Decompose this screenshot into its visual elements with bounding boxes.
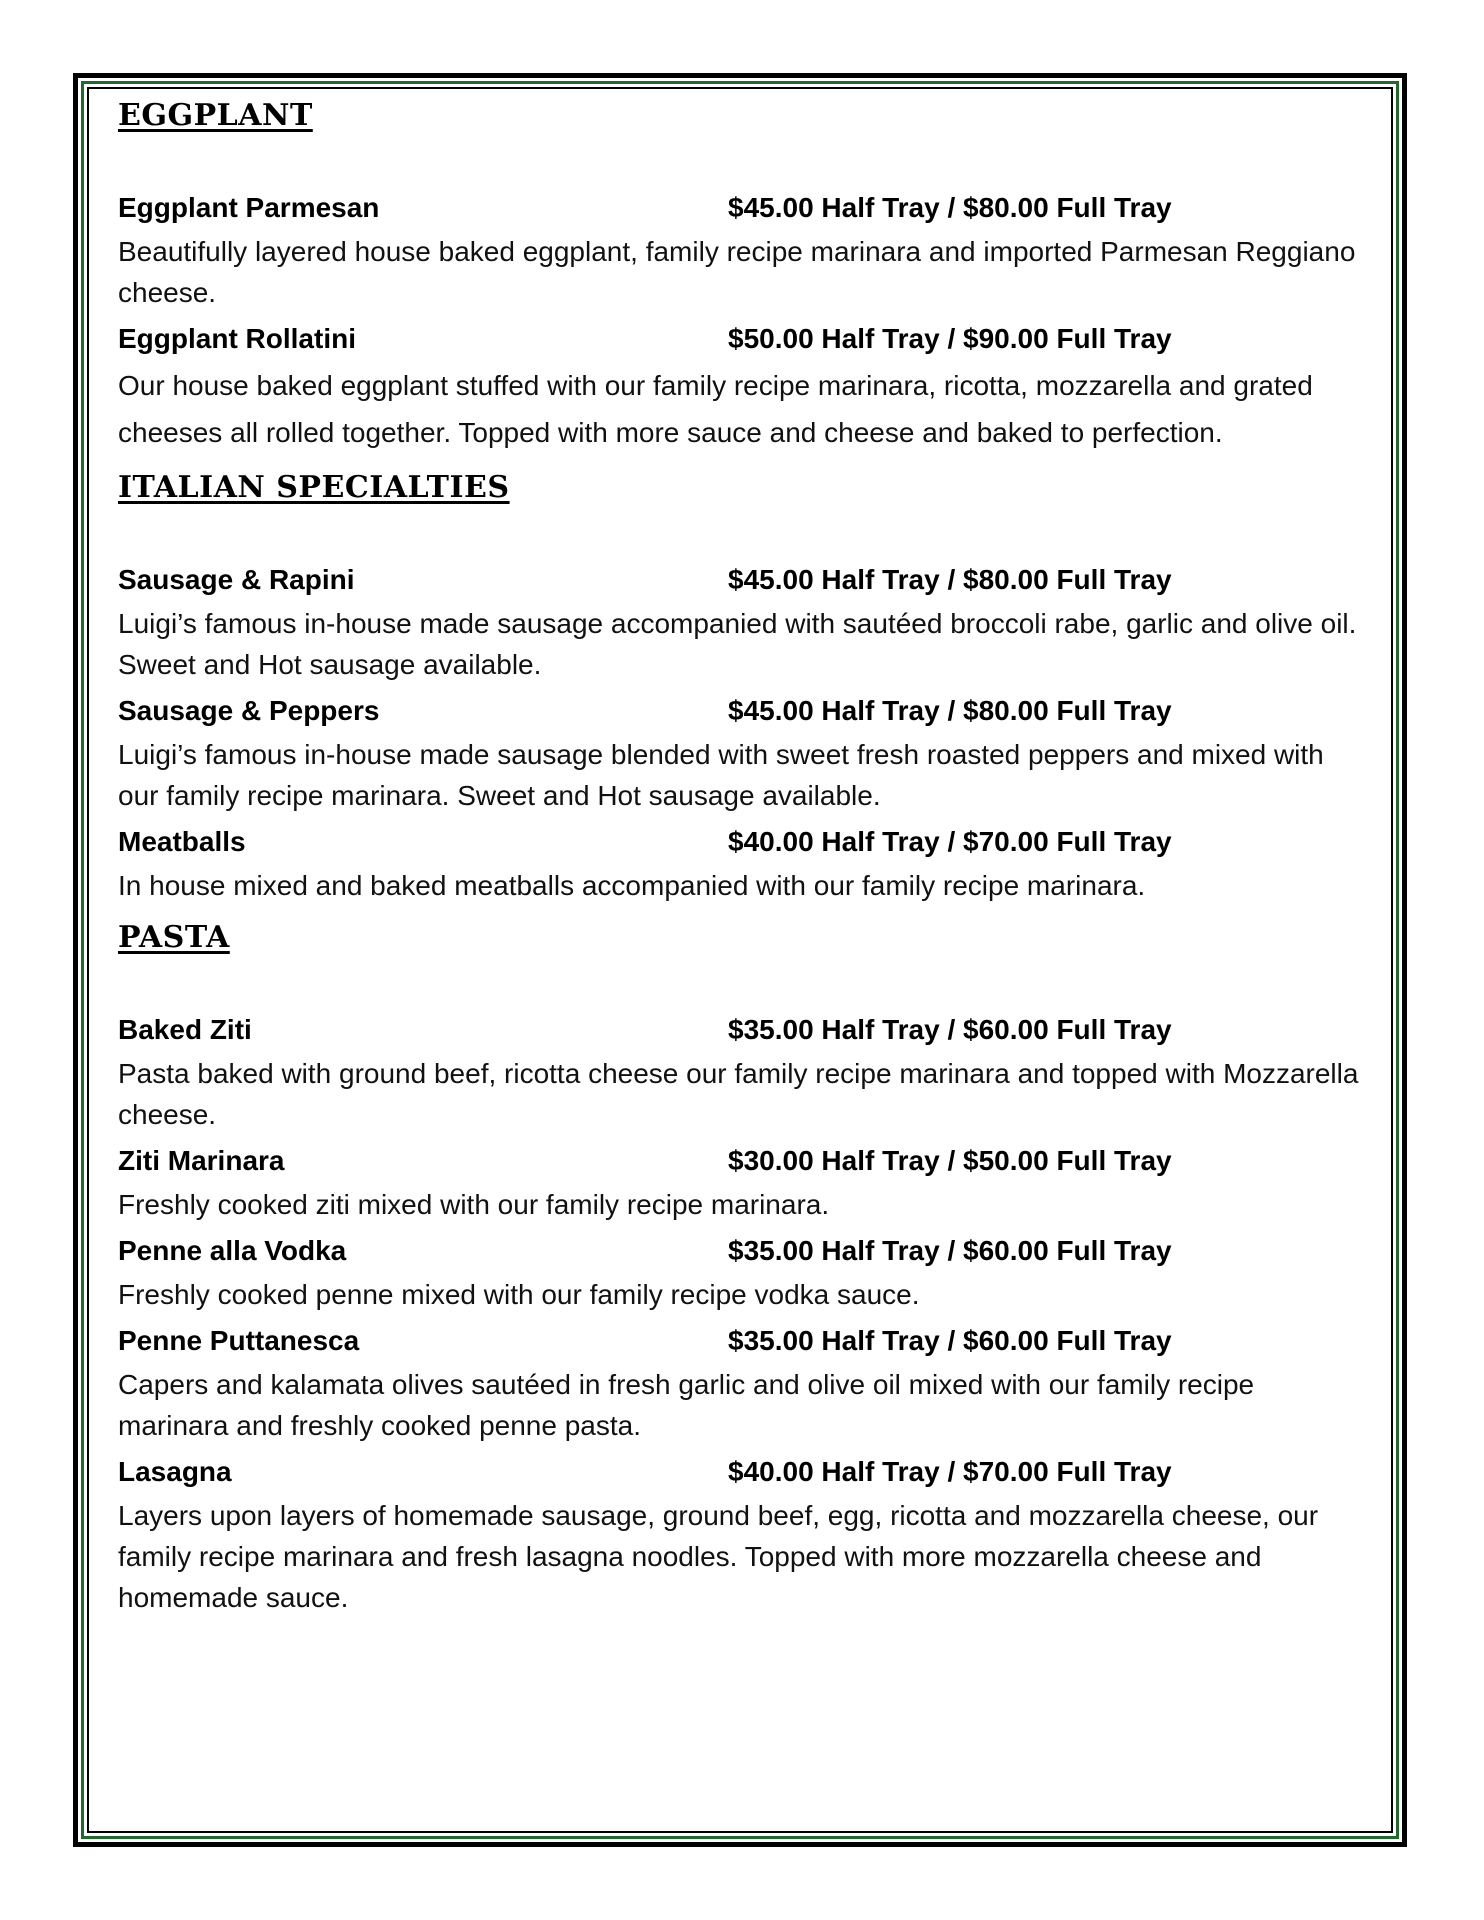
item-price: $40.00 Half Tray / $70.00 Full Tray: [728, 826, 1172, 857]
section-pasta: [118, 918, 1368, 1618]
item-name: Sausage & Peppers: [118, 695, 380, 726]
item-price: $35.00 Half Tray / $60.00 Full Tray: [728, 1325, 1172, 1356]
item-description: Layers upon layers of homemade sausage, ground beef, egg, ricotta and mozzarella cheese, our family recipe marinara and fresh lasagna noodles. Topped with more mozzarella cheese and homemade sauce.: [118, 1500, 1319, 1613]
section-italian-specialties: [118, 468, 1368, 906]
item-name: Ziti Marinara: [118, 1145, 285, 1176]
menu-item: [118, 560, 1368, 685]
menu-item: [118, 1321, 1368, 1446]
item-name: Meatballs: [118, 826, 246, 857]
item-name: Lasagna: [118, 1456, 232, 1487]
item-description: Luigi’s famous in-house made sausage blended with sweet fresh roasted peppers and mixed with our family recipe marinara. Sweet and Hot sausage available.: [118, 739, 1324, 811]
item-description: Beautifully layered house baked eggplant, family recipe marinara and imported Parmesan Reggiano cheese.: [118, 236, 1356, 308]
item-description: In house mixed and baked meatballs accompanied with our family recipe marinara.: [118, 870, 1146, 901]
item-price: $45.00 Half Tray / $80.00 Full Tray: [728, 192, 1172, 223]
menu-item: [118, 188, 1368, 313]
menu-item: [118, 1231, 1368, 1315]
item-name: Penne alla Vodka: [118, 1235, 347, 1266]
item-price: $35.00 Half Tray / $60.00 Full Tray: [728, 1235, 1172, 1266]
section-title: ITALIAN SPECIALTIES: [118, 470, 510, 505]
item-price: $30.00 Half Tray / $50.00 Full Tray: [728, 1145, 1172, 1176]
item-name: Baked Ziti: [118, 1014, 252, 1045]
menu-item: [118, 1141, 1368, 1225]
item-name: Eggplant Parmesan: [118, 192, 380, 223]
item-price: $50.00 Half Tray / $90.00 Full Tray: [728, 323, 1172, 354]
item-name: Eggplant Rollatini: [118, 323, 356, 354]
item-description: Freshly cooked penne mixed with our family recipe vodka sauce.: [118, 1279, 920, 1310]
item-name: Penne Puttanesca: [118, 1325, 360, 1356]
menu-content: [118, 96, 1368, 1630]
item-name: Sausage & Rapini: [118, 564, 355, 595]
section-title: PASTA: [118, 920, 230, 955]
item-price: $40.00 Half Tray / $70.00 Full Tray: [728, 1456, 1172, 1487]
item-price: $45.00 Half Tray / $80.00 Full Tray: [728, 564, 1172, 595]
item-price: $35.00 Half Tray / $60.00 Full Tray: [728, 1014, 1172, 1045]
item-description: Luigi’s famous in-house made sausage accompanied with sautéed broccoli rabe, garlic and olive oil. Sweet and Hot sausage available.: [118, 608, 1357, 680]
item-description: Capers and kalamata olives sautéed in fresh garlic and olive oil mixed with our family recipe marinara and freshly cooked penne pasta.: [118, 1369, 1255, 1441]
section-title: EGGPLANT: [118, 98, 313, 133]
menu-item: [118, 319, 1368, 456]
menu-item: [118, 1010, 1368, 1135]
item-description: Pasta baked with ground beef, ricotta cheese our family recipe marinara and topped with Mozzarella cheese.: [118, 1058, 1359, 1130]
menu-item: [118, 1452, 1368, 1618]
menu-item: [118, 691, 1368, 816]
item-description: Freshly cooked ziti mixed with our family recipe marinara.: [118, 1189, 830, 1220]
item-price: $45.00 Half Tray / $80.00 Full Tray: [728, 695, 1172, 726]
item-description: Our house baked eggplant stuffed with our family recipe marinara, ricotta, mozzarella and grated cheeses all rolled together. Topped with more sauce and cheese and baked to perfection.: [118, 370, 1313, 448]
section-eggplant: [118, 96, 1368, 456]
menu-item: [118, 822, 1368, 906]
